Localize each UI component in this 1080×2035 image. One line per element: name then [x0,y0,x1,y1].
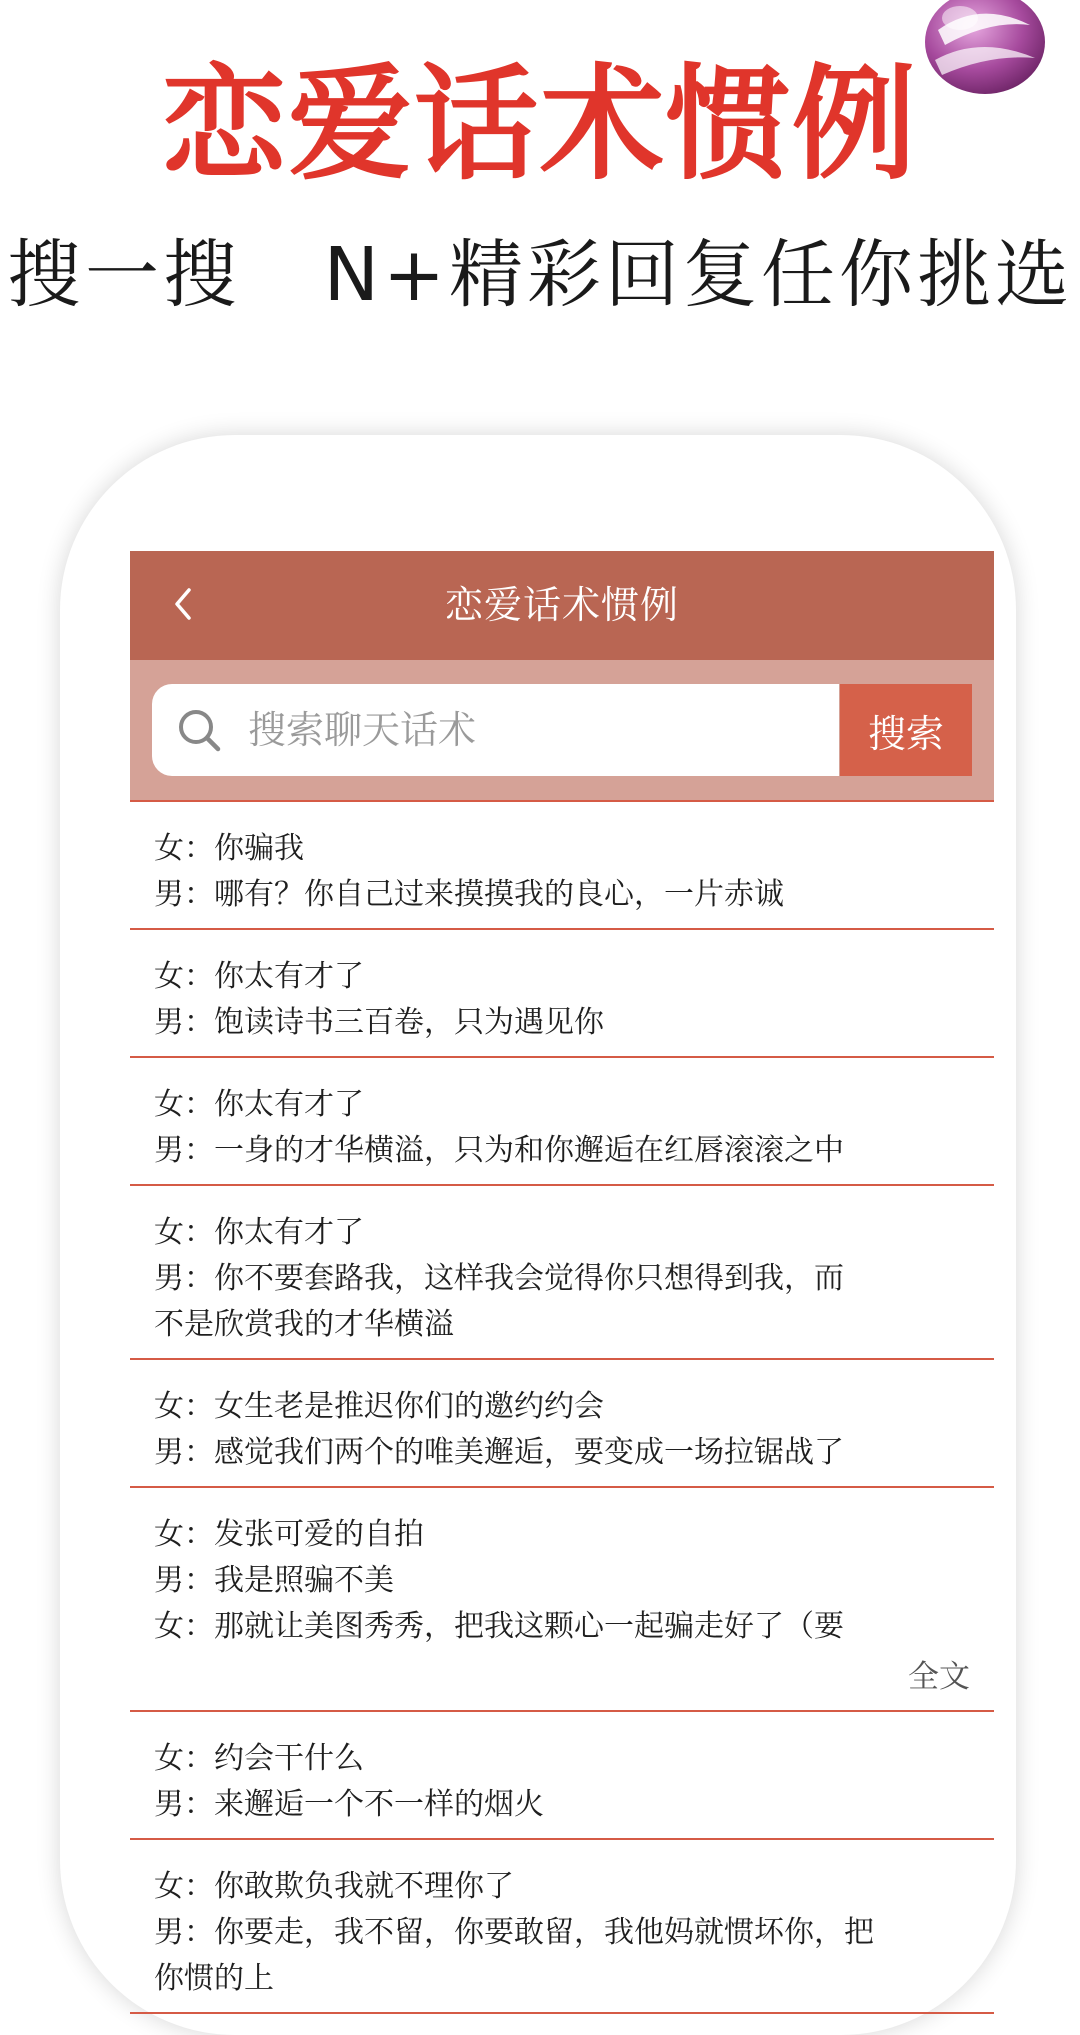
dialogue-line: 男：你要走，我不留，你要敢留，我他妈就惯坏你，把 [154,1915,874,1950]
dialogue-line: 男：来邂逅一个不一样的烟火 [154,1787,544,1822]
dialogue-line: 男：我是照骗不美 [154,1563,394,1598]
app-screen [130,551,994,1996]
hero-title: 恋爱话术惯例 [161,53,918,197]
search-bar [130,660,994,802]
list-item[interactable] [130,930,994,1058]
full-text-link[interactable]: 全文 [908,1659,970,1695]
search-icon [176,707,222,753]
dialogue-line: 不是欣赏我的才华横溢 [154,1307,454,1342]
search-button[interactable]: 搜索 [840,684,972,776]
dialogue-line: 女：女生老是推迟你们的邀约约会 [154,1389,604,1424]
list-item[interactable] [130,1186,994,1360]
dialogue-line: 男：感觉我们两个的唯美邂逅，要变成一场拉锯战了 [154,1435,844,1470]
dialogue-line: 男：哪有？你自己过来摸摸我的良心，一片赤诚 [154,877,784,912]
dialogue-line: 女：约会干什么 [154,1741,364,1776]
dialogue-line: 女：那就让美图秀秀，把我这颗心一起骗走好了（要 [154,1609,844,1644]
dialogue-line: 女：你太有才了 [154,1215,364,1250]
dialogue-line: 女：你骗我 [154,831,304,866]
dialogue-line: 男：你不要套路我，这样我会觉得你只想得到我，而 [154,1261,844,1296]
list-item[interactable] [130,1840,994,2014]
hero-subtitle: 搜一搜 N+精彩回复任你挑选 [7,232,1073,318]
list-item[interactable] [130,1712,994,1840]
list-item[interactable] [130,1058,994,1186]
dialogue-line: 女：你太有才了 [154,1087,364,1122]
nav-title: 恋爱话术惯例 [444,583,679,627]
dialogue-line: 女：发张可爱的自拍 [154,1517,424,1552]
dialogue-line: 女：你敢欺负我就不理你了 [154,1869,514,1904]
dialogue-line: 女：你太有才了 [154,959,364,994]
list-item[interactable] [130,1360,994,1488]
nav-bar [130,551,994,660]
list-item[interactable] [130,1488,994,1712]
dialogue-line: 你惯的上 [154,1961,274,1996]
search-box [152,684,839,776]
dialogue-line: 男：一身的才华横溢，只为和你邂逅在红唇滚滚之中 [154,1133,844,1168]
search-input[interactable] [246,707,810,753]
list-item[interactable] [130,802,994,930]
dialogue-line: 男：饱读诗书三百卷，只为遇见你 [154,1005,604,1040]
phrase-list [130,802,994,2014]
